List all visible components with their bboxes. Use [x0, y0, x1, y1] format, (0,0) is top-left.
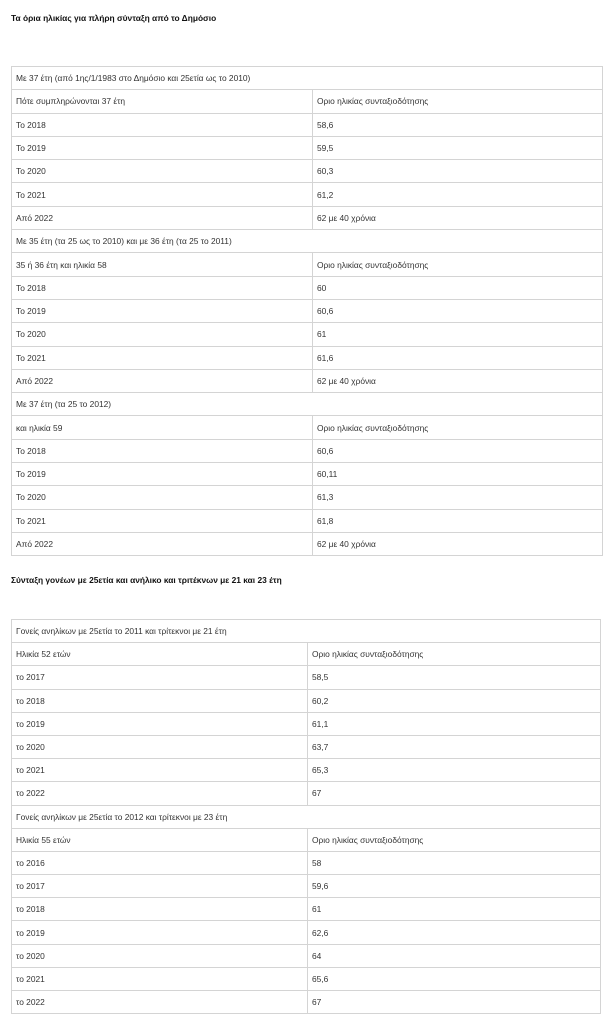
table-row — [12, 160, 603, 183]
year-cell: το 2020 — [12, 944, 308, 967]
table-row — [12, 439, 603, 462]
table-row — [12, 967, 601, 990]
table-row — [12, 532, 603, 555]
year-cell: Το 2019 — [12, 299, 313, 322]
year-cell: Το 2021 — [12, 183, 313, 206]
year-cell: Το 2018 — [12, 276, 313, 299]
table-row — [12, 689, 601, 712]
table-row — [12, 735, 601, 758]
column-header: Οριο ηλικίας συνταξιοδότησης — [313, 253, 603, 276]
table-row — [12, 276, 603, 299]
table-row — [12, 323, 603, 346]
header-row — [12, 253, 603, 276]
year-cell: το 2017 — [12, 666, 308, 689]
year-cell: Από 2022 — [12, 206, 313, 229]
column-header: Οριο ηλικίας συνταξιοδότησης — [313, 416, 603, 439]
column-header: Ηλικία 52 ετών — [12, 643, 308, 666]
section-title: Γονείς ανηλίκων με 25ετία το 2012 και τρίτεκνοι με 23 έτη — [12, 805, 601, 828]
age-limit-cell: 65,3 — [308, 759, 601, 782]
year-cell: το 2017 — [12, 875, 308, 898]
section-title: Με 37 έτη (από 1ης/1/1983 στο Δημόσιο και 25ετία ως το 2010) — [12, 67, 603, 90]
year-cell: το 2021 — [12, 967, 308, 990]
year-cell: Το 2018 — [12, 439, 313, 462]
column-header: Οριο ηλικίας συνταξιοδότησης — [308, 643, 601, 666]
age-limit-cell: 60,6 — [313, 299, 603, 322]
age-limit-cell: 61,1 — [308, 712, 601, 735]
year-cell: το 2016 — [12, 851, 308, 874]
column-header: και ηλικία 59 — [12, 416, 313, 439]
table-row — [12, 346, 603, 369]
header-row — [12, 416, 603, 439]
section-title-row — [12, 230, 603, 253]
page-title: Τα όρια ηλικίας για πλήρη σύνταξη από το Δημόσιο — [11, 13, 217, 23]
age-limit-cell: 58 — [308, 851, 601, 874]
column-header: Οριο ηλικίας συνταξιοδότησης — [313, 90, 603, 113]
section-title-parents: Σύνταξη γονέων με 25ετία και ανήλικο και τριτέκνων με 21 και 23 έτη — [11, 575, 282, 585]
table-row — [12, 875, 601, 898]
age-limit-cell: 63,7 — [308, 735, 601, 758]
age-limit-cell: 61,8 — [313, 509, 603, 532]
age-limit-cell: 60,6 — [313, 439, 603, 462]
age-limit-cell: 65,6 — [308, 967, 601, 990]
table-row — [12, 136, 603, 159]
table-row — [12, 991, 601, 1014]
age-limit-cell: 58,6 — [313, 113, 603, 136]
table-row — [12, 759, 601, 782]
parents-pension-table — [11, 619, 601, 1014]
year-cell: το 2021 — [12, 759, 308, 782]
age-limit-cell: 62 με 40 χρόνια — [313, 532, 603, 555]
year-cell: Από 2022 — [12, 369, 313, 392]
table-row — [12, 509, 603, 532]
year-cell: Το 2020 — [12, 486, 313, 509]
table-row — [12, 944, 601, 967]
header-row — [12, 828, 601, 851]
age-limit-cell: 60,11 — [313, 463, 603, 486]
table-row — [12, 369, 603, 392]
age-limit-cell: 62,6 — [308, 921, 601, 944]
year-cell: το 2020 — [12, 735, 308, 758]
section-title-row — [12, 620, 601, 643]
table-row — [12, 486, 603, 509]
year-cell: το 2018 — [12, 689, 308, 712]
year-cell: το 2022 — [12, 782, 308, 805]
age-limit-cell: 60,2 — [308, 689, 601, 712]
table-row — [12, 113, 603, 136]
year-cell: το 2018 — [12, 898, 308, 921]
year-cell: το 2019 — [12, 712, 308, 735]
age-limit-cell: 60,3 — [313, 160, 603, 183]
table-row — [12, 666, 601, 689]
header-row — [12, 643, 601, 666]
table-row — [12, 463, 603, 486]
year-cell: Το 2019 — [12, 463, 313, 486]
year-cell: Το 2019 — [12, 136, 313, 159]
year-cell: Το 2020 — [12, 160, 313, 183]
year-cell: Το 2020 — [12, 323, 313, 346]
column-header: Πότε συμπληρώνονται 37 έτη — [12, 90, 313, 113]
age-limit-cell: 67 — [308, 782, 601, 805]
section-title-row — [12, 67, 603, 90]
section-title: Γονείς ανηλίκων με 25ετία το 2011 και τρίτεκνοι με 21 έτη — [12, 620, 601, 643]
age-limit-cell: 59,6 — [308, 875, 601, 898]
table-row — [12, 183, 603, 206]
column-header: 35 ή 36 έτη και ηλικία 58 — [12, 253, 313, 276]
age-limit-cell: 64 — [308, 944, 601, 967]
age-limit-cell: 58,5 — [308, 666, 601, 689]
header-row — [12, 90, 603, 113]
column-header: Ηλικία 55 ετών — [12, 828, 308, 851]
table-row — [12, 898, 601, 921]
year-cell: Το 2021 — [12, 509, 313, 532]
table-row — [12, 851, 601, 874]
age-limit-cell: 61,2 — [313, 183, 603, 206]
age-limit-cell: 59,5 — [313, 136, 603, 159]
section-title: Με 35 έτη (τα 25 ως το 2010) και με 36 έτη (τα 25 το 2011) — [12, 230, 603, 253]
year-cell: Το 2021 — [12, 346, 313, 369]
age-limit-cell: 62 με 40 χρόνια — [313, 369, 603, 392]
year-cell: Το 2018 — [12, 113, 313, 136]
year-cell: το 2022 — [12, 991, 308, 1014]
age-limit-cell: 60 — [313, 276, 603, 299]
public-sector-age-limits-table — [11, 66, 603, 556]
table-row — [12, 299, 603, 322]
year-cell: Από 2022 — [12, 532, 313, 555]
section-title-row — [12, 393, 603, 416]
age-limit-cell: 61 — [313, 323, 603, 346]
age-limit-cell: 62 με 40 χρόνια — [313, 206, 603, 229]
age-limit-cell: 67 — [308, 991, 601, 1014]
age-limit-cell: 61,6 — [313, 346, 603, 369]
age-limit-cell: 61 — [308, 898, 601, 921]
table-row — [12, 206, 603, 229]
table-row — [12, 921, 601, 944]
age-limit-cell: 61,3 — [313, 486, 603, 509]
column-header: Οριο ηλικίας συνταξιοδότησης — [308, 828, 601, 851]
year-cell: το 2019 — [12, 921, 308, 944]
section-title-row — [12, 805, 601, 828]
section-title: Με 37 έτη (τα 25 το 2012) — [12, 393, 603, 416]
table-row — [12, 712, 601, 735]
table-row — [12, 782, 601, 805]
